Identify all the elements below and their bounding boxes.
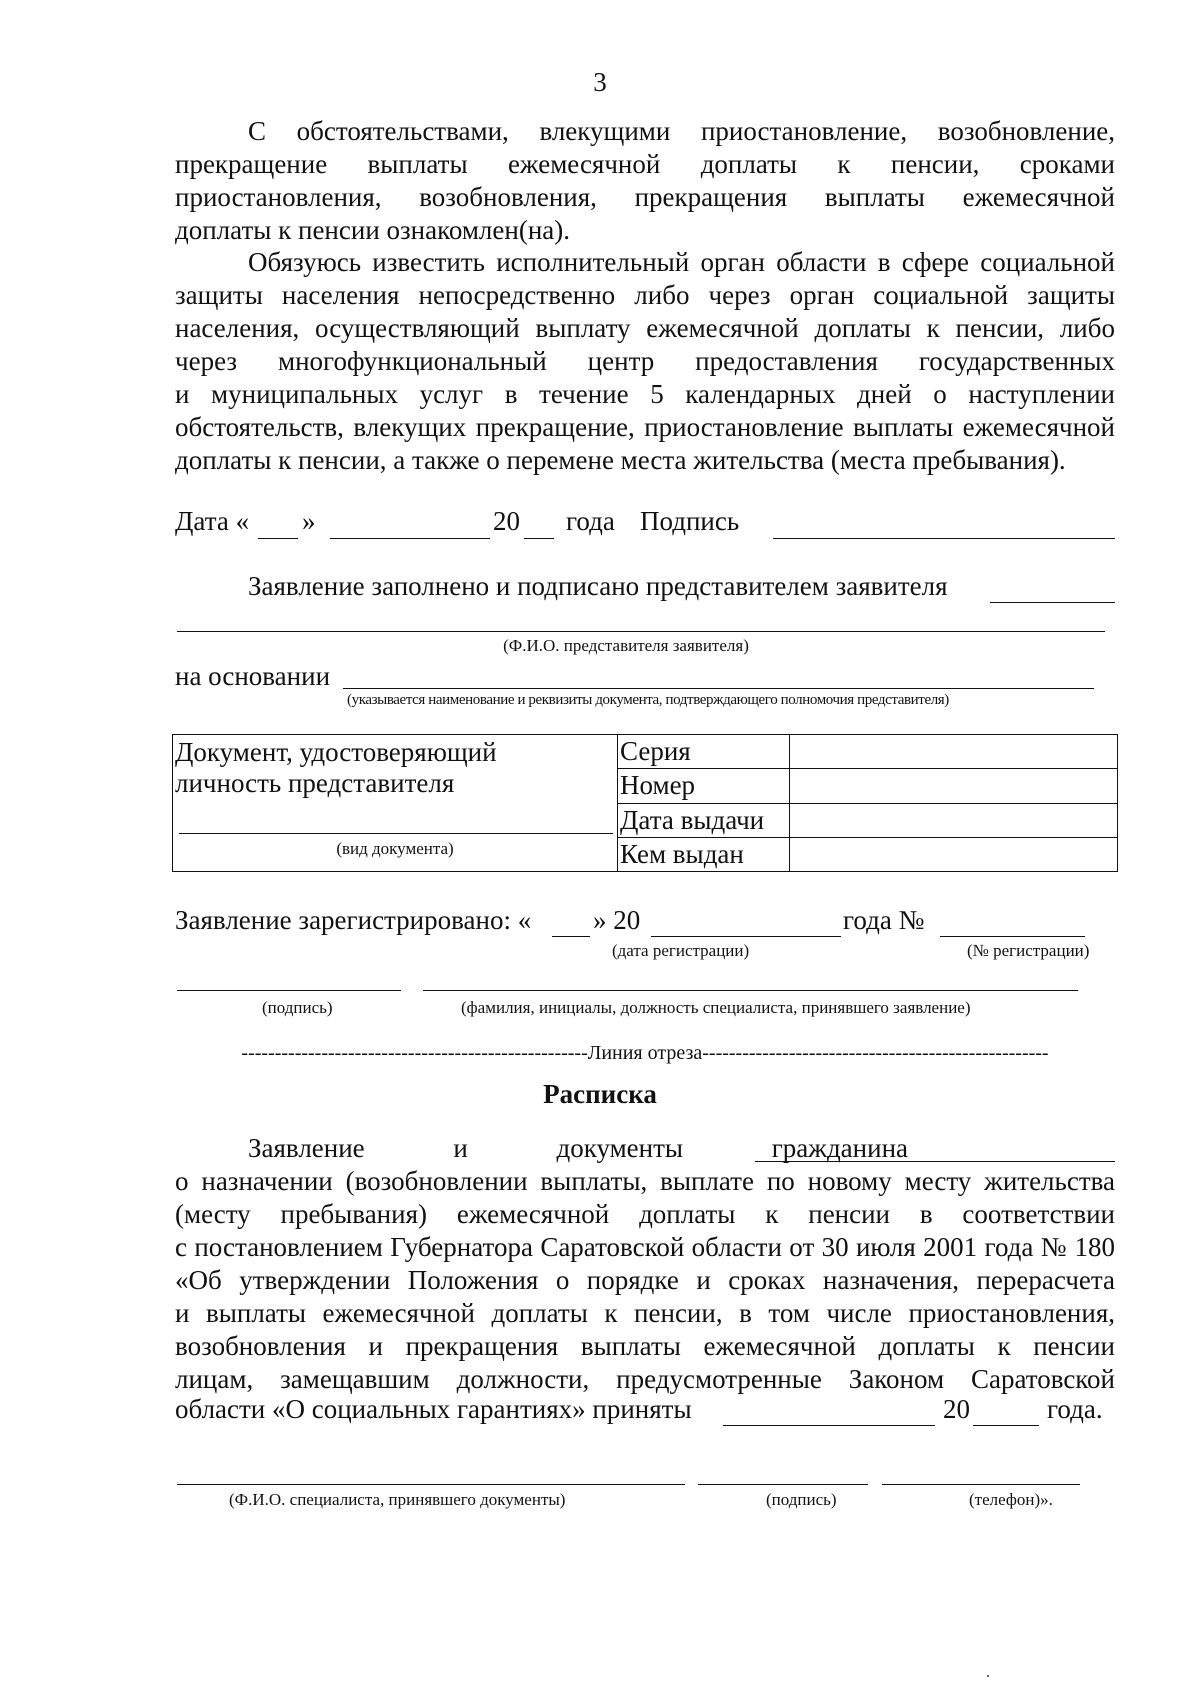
paragraph-line: населения, осуществляющий выплату ежемесячной доплаты к пенсии, либо — [175, 313, 1115, 343]
representative-name-field[interactable] — [177, 631, 1105, 632]
paragraph-line: через многофункциональный центр предоставления государственных — [175, 346, 1115, 376]
obligation-paragraph — [175, 246, 1115, 477]
issued-by-value-cell[interactable] — [790, 837, 1118, 871]
receipt-year-prefix: 20 — [943, 1394, 970, 1424]
receipt-line: лицам, замещавшим должности, предусмотренные Законом Саратовской — [175, 1364, 1115, 1394]
paragraph-line: обстоятельств, влекущих прекращение, приостановление выплаты ежемесячной — [175, 412, 1115, 442]
paragraph-line: С обстоятельствами, влекущими приостановление, возобновление, — [248, 116, 1115, 146]
receipt-line: «Об утверждении Положения о порядке и сроках назначения, перерасчета — [175, 1265, 1115, 1295]
paragraph-line: доплаты к пенсии ознакомлен(на). — [175, 215, 571, 245]
paragraph-line: Обязуюсь известить исполнительный орган области в сфере социальной — [248, 247, 1115, 277]
paragraph-line: защиты населения непосредственно либо через орган социальной защиты — [175, 280, 1115, 310]
issue-date-label: Дата выдачи — [618, 803, 790, 837]
cut-line — [175, 1042, 1115, 1065]
paragraph-line: приостановления, возобновления, прекращения выплаты ежемесячной — [175, 182, 1115, 212]
representative-fio-caption: (Ф.И.О. представителя заявителя) — [503, 636, 749, 655]
date-label: Дата « — [175, 506, 250, 536]
signature-label: Подпись — [640, 506, 740, 536]
cut-line-label: Линия отреза — [587, 1042, 703, 1064]
receipt-line: (месту пребывания) ежемесячной доплаты к пенсии в соответствии — [175, 1199, 1115, 1229]
registration-date-field[interactable] — [651, 936, 841, 937]
registration-date-caption: (дата регистрации) — [612, 941, 750, 960]
registration-number-caption: (№ регистрации) — [967, 941, 1090, 960]
receiver-name-caption: (Ф.И.О. специалиста, принявшего документы) — [229, 1490, 566, 1509]
registration-number-label: года № — [843, 905, 925, 935]
specialist-name-caption: (фамилия, инициалы, должность специалиста, принявшего заявление) — [461, 998, 971, 1017]
basis-label: на основании — [175, 661, 331, 691]
registration-year-prefix: » 20 — [593, 905, 641, 935]
month-field[interactable] — [330, 538, 490, 539]
series-label: Серия — [618, 735, 790, 769]
issued-by-label: Кем выдан — [618, 837, 790, 871]
id-document-label-line2: личность представителя — [175, 768, 455, 798]
paragraph-line: доплаты к пенсии, а также о перемене места жительства (места пребывания). — [175, 445, 1066, 475]
scan-speck — [987, 1675, 989, 1677]
page-number: 3 — [593, 67, 607, 97]
representative-id-table — [172, 734, 1118, 872]
year-field[interactable] — [524, 538, 554, 539]
receipt-line: и выплаты ежемесячной доплаты к пенсии, в том числе приостановления, — [175, 1298, 1115, 1328]
registration-day-field[interactable] — [552, 936, 590, 937]
day-field[interactable] — [258, 538, 298, 539]
specialist-signature-field[interactable] — [177, 990, 401, 991]
number-value-cell[interactable] — [790, 769, 1118, 803]
receipt-line: с постановлением Губернатора Саратовской области от 30 июля 2001 года № 180 — [175, 1232, 1115, 1262]
cut-line-dashes-right: ---------------------------------------------------- — [702, 1042, 1049, 1064]
receipt-line: возобновления и прекращения выплаты ежемесячной доплаты к пенсии — [175, 1331, 1115, 1361]
receiver-phone-field[interactable] — [882, 1484, 1080, 1485]
registration-number-field[interactable] — [940, 936, 1085, 937]
receiver-name-field[interactable] — [177, 1484, 685, 1485]
specialist-signature-caption: (подпись) — [262, 998, 333, 1017]
receipt-paragraph — [175, 1132, 1115, 1396]
receipt-last-line-start: области «О социальных гарантиях» приняты — [175, 1394, 692, 1424]
id-document-cell — [173, 735, 618, 872]
cut-line-dashes-left: ---------------------------------------------------- — [241, 1042, 588, 1064]
document-kind-field[interactable] — [179, 833, 613, 834]
accepted-date-field[interactable] — [723, 1425, 935, 1426]
date-quote-close: » — [302, 506, 316, 536]
filled-by-representative-text: Заявление заполнено и подписано представителем заявителя — [248, 571, 948, 601]
specialist-name-field[interactable] — [423, 990, 1078, 991]
acknowledgement-paragraph — [175, 115, 1115, 247]
receiver-signature-caption: (подпись) — [766, 1490, 837, 1509]
basis-caption: (указывается наименование и реквизиты документа, подтверждающего полномочия представителя) — [347, 692, 949, 708]
document-kind-caption: (вид документа) — [336, 839, 454, 858]
number-label: Номер — [618, 769, 790, 803]
receiver-phone-caption: (телефон)». — [969, 1490, 1053, 1509]
signature-field[interactable] — [773, 538, 1115, 539]
receipt-year-word: года. — [1047, 1394, 1103, 1424]
year-word: года — [566, 506, 615, 536]
paragraph-line: прекращение выплаты ежемесячной доплаты к пенсии, сроками — [175, 149, 1115, 179]
id-document-label-line1: Документ, удостоверяющий — [175, 737, 497, 767]
registration-label: Заявление зарегистрировано: « — [175, 905, 532, 935]
representative-name-field-start[interactable] — [990, 602, 1115, 603]
basis-field[interactable] — [343, 688, 1094, 689]
paragraph-line: и муниципальных услуг в течение 5 календарных дней о наступлении — [175, 379, 1115, 409]
receipt-line: Заявление и документы гражданина — [248, 1133, 908, 1163]
receiver-signature-field[interactable] — [698, 1484, 868, 1485]
accepted-year-field[interactable] — [973, 1425, 1039, 1426]
series-value-cell[interactable] — [790, 735, 1118, 769]
receipt-title: Расписка — [543, 1079, 657, 1109]
issue-date-value-cell[interactable] — [790, 803, 1118, 837]
citizen-name-field[interactable] — [755, 1161, 1115, 1162]
year-prefix: 20 — [493, 506, 520, 536]
receipt-line: о назначении (возобновлении выплаты, выплате по новому месту жительства — [175, 1166, 1115, 1196]
